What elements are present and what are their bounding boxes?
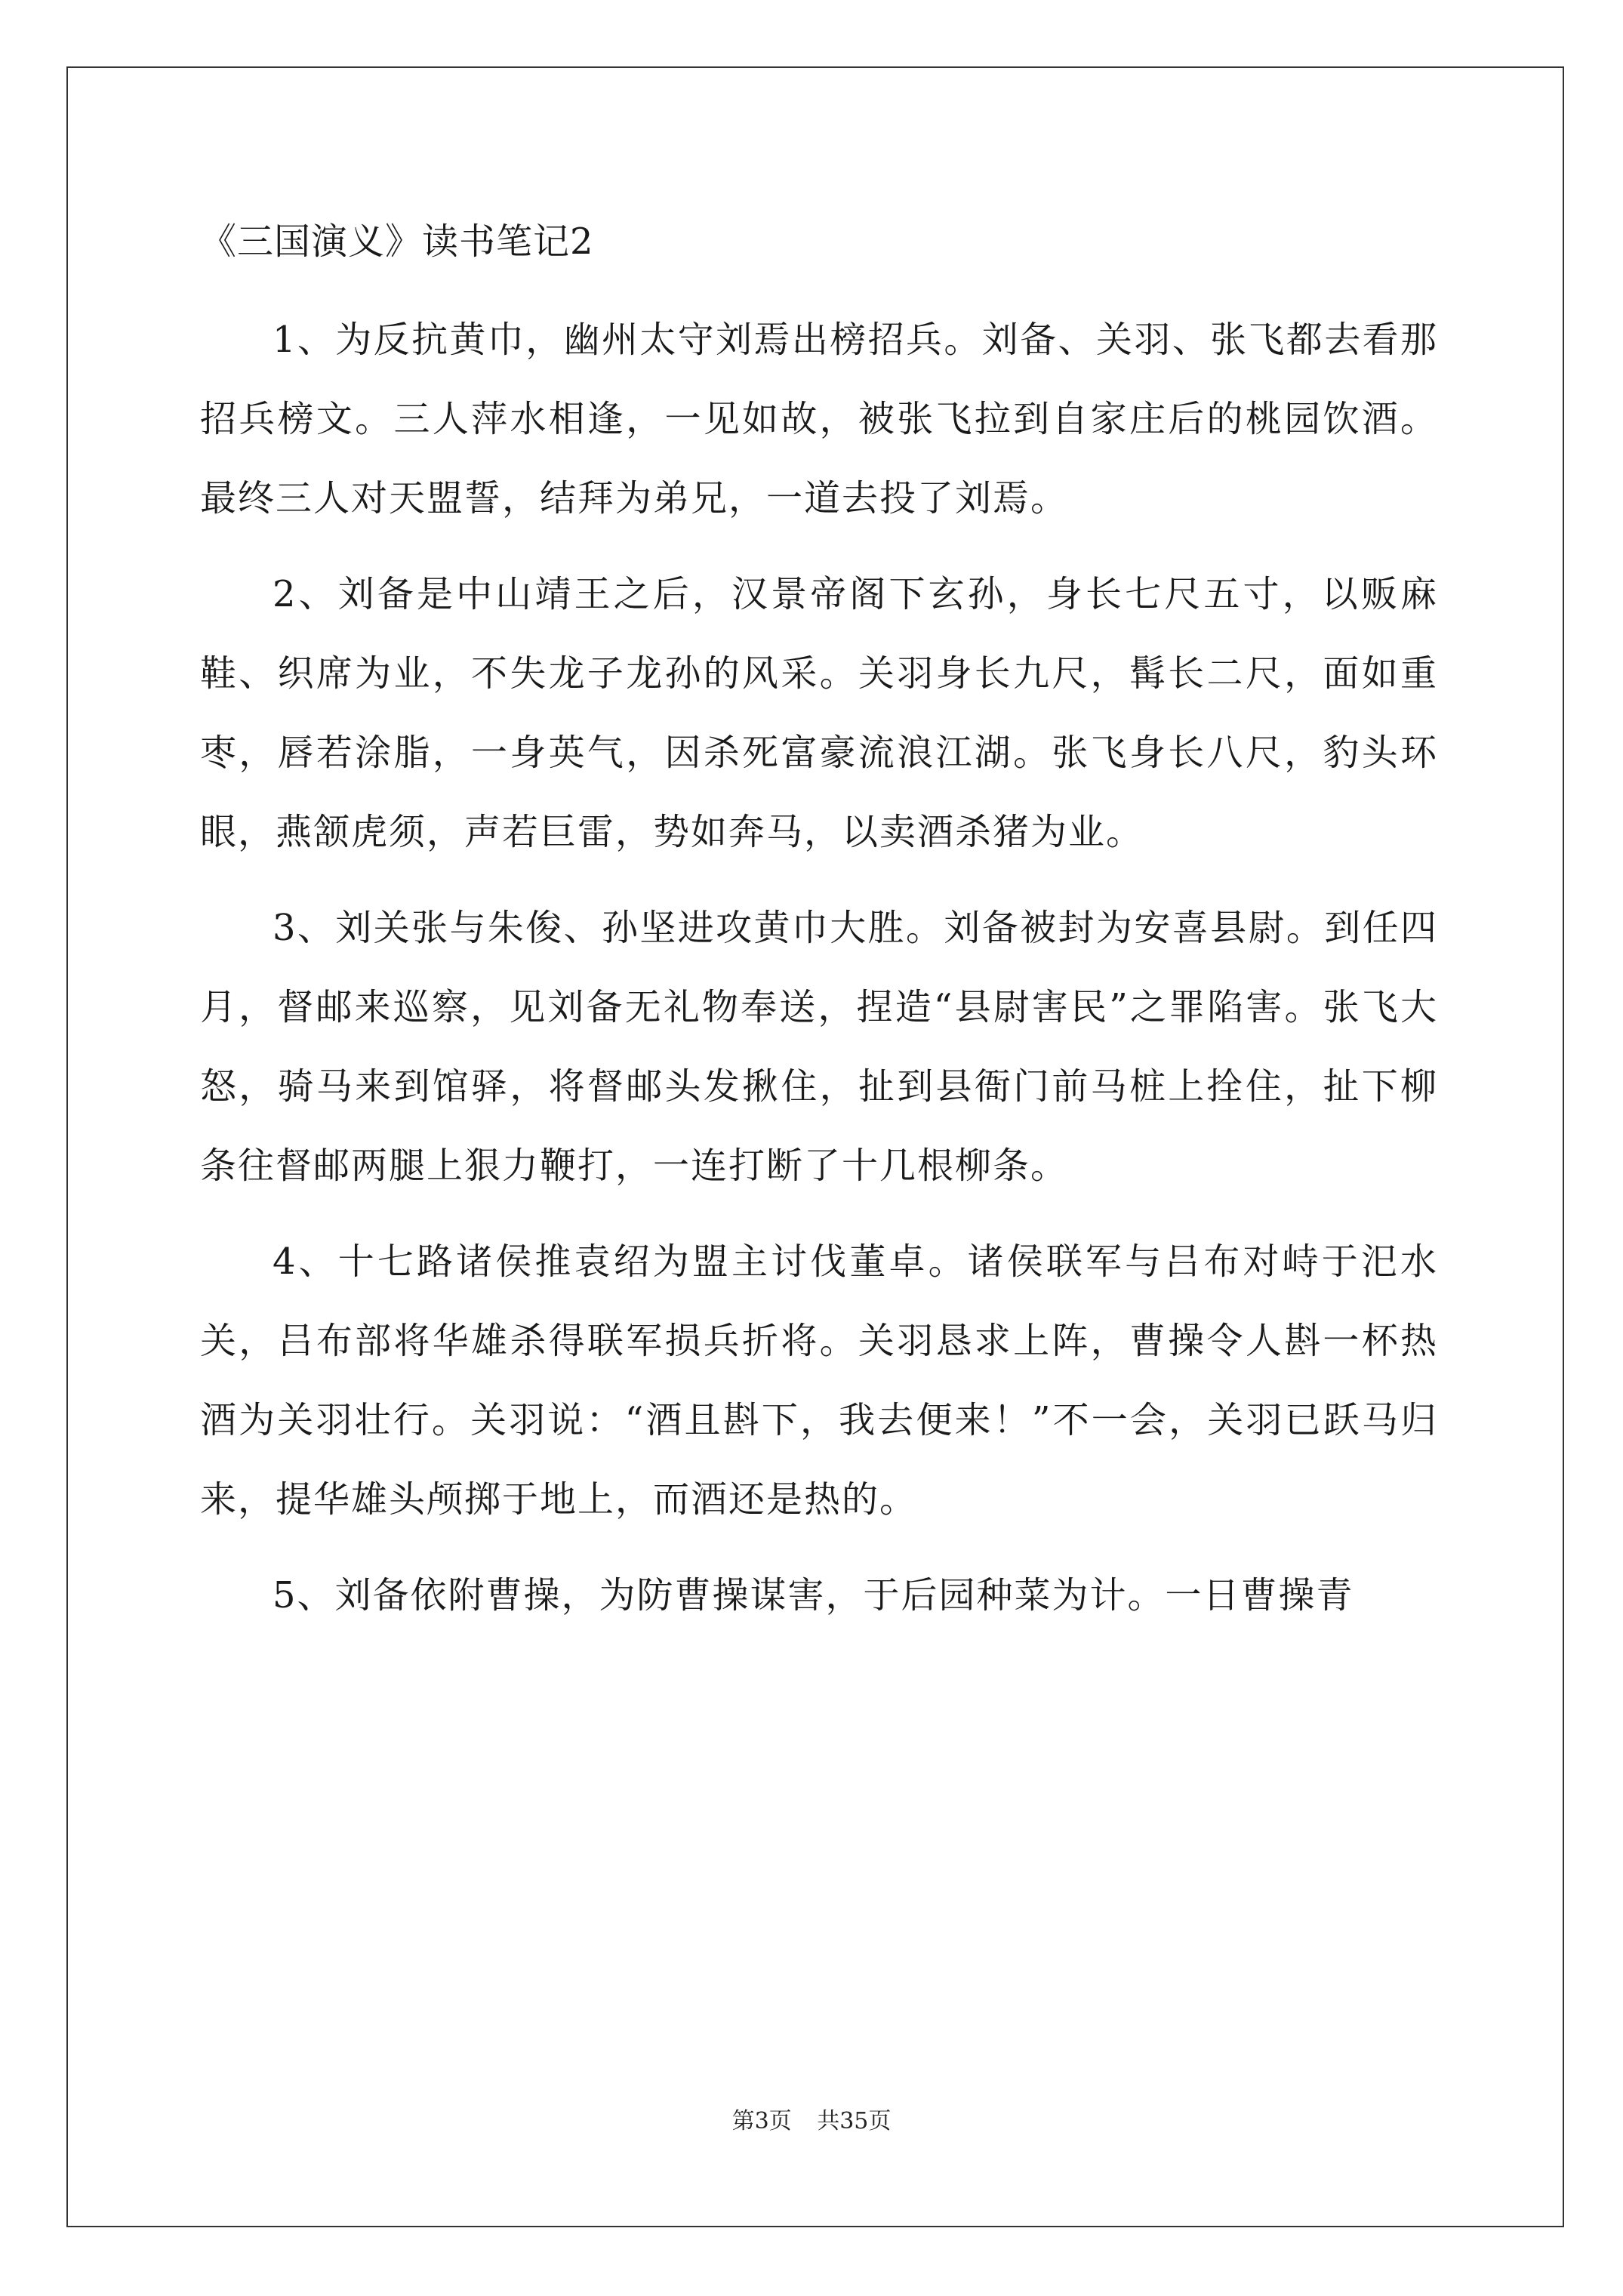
paragraph-5: 5、刘备依附曹操，为防曹操谋害，于后园种菜为计。一日曹操青 (273, 1574, 1354, 1616)
paragraph-4: 4、十七路诸侯推袁绍为盟主讨伐董卓。诸侯联军与吕布对峙于汜水关，吕布部将华雄杀得联军损兵折将。关羽恳求上阵，曹操令人斟一杯热酒为关羽壮行。关羽说：“酒且斟下，我去便来！”不一会，关羽已跃马归来，提华雄头颅掷于地上，而酒还是热的。 (200, 1240, 1438, 1521)
paragraph-2: 2、刘备是中山靖王之后，汉景帝阁下玄孙，身长七尺五寸，以贩麻鞋、织席为业，不失龙子龙孙的风采。关羽身长九尺，髯长二尺，面如重枣，唇若涂脂，一身英气，因杀死富豪流浪江湖。张飞身长八尺，豹头环眼，燕颔虎须，声若巨雷，势如奔马，以卖酒杀猪为业。 (200, 573, 1438, 853)
paragraph-1: 1、为反抗黄巾，幽州太守刘焉出榜招兵。刘备、关羽、张飞都去看那招兵榜文。三人萍水相逢，一见如故，被张飞拉到自家庄后的桃园饮酒。最终三人对天盟誓，结拜为弟兄，一道去投了刘焉。 (200, 319, 1438, 519)
document-title: 《三国演义》读书笔记2 (200, 220, 594, 263)
page-number: 第3页 (731, 2108, 792, 2134)
page-footer (0, 2106, 1623, 2137)
page-total: 共35页 (817, 2108, 892, 2134)
document-body (200, 219, 1438, 1652)
paragraph-3: 3、刘关张与朱俊、孙坚进攻黄巾大胜。刘备被封为安喜县尉。到任四月，督邮来巡察，见刘备无礼物奉送，捏造“县尉害民”之罪陷害。张飞大怒，骑马来到馆驿，将督邮头发揪住，扯到县衙门前马桩上拴住，扯下柳条往督邮两腿上狠力鞭打，一连打断了十几根柳条。 (200, 907, 1438, 1187)
